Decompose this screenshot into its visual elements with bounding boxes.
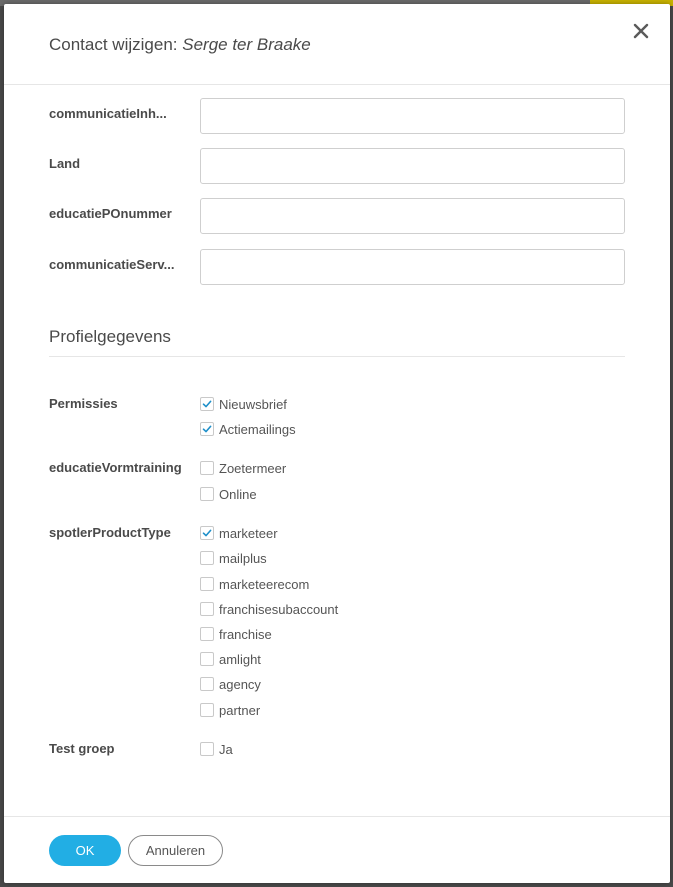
educatie-ponummer-input[interactable] [200, 198, 625, 234]
checkbox-box[interactable] [200, 461, 214, 475]
checkbox-label: Nieuwsbrief [219, 396, 287, 412]
field-row [49, 198, 625, 234]
edit-contact-dialog [4, 4, 670, 883]
group-label-educatie-vormtraining: educatieVormtraining [49, 460, 182, 475]
checkbox-label: mailplus [219, 550, 267, 566]
checkbox-label: Zoetermeer [219, 460, 287, 476]
checkbox-label: franchisesubaccount [219, 601, 339, 617]
dialog-title [49, 35, 311, 55]
checkbox-box[interactable] [200, 487, 214, 501]
checkbox-label: partner [219, 702, 261, 718]
field-row [49, 249, 625, 285]
close-icon[interactable] [628, 18, 654, 44]
land-input[interactable] [200, 148, 625, 184]
checkbox-actiemailings[interactable] [200, 420, 296, 438]
checkbox-box[interactable] [200, 422, 214, 436]
checkbox-label: Online [219, 486, 257, 502]
group-label-test-groep: Test groep [49, 741, 115, 756]
checkbox-label: agency [219, 676, 261, 692]
checkbox-label: amlight [219, 651, 261, 667]
checkbox-zoetermeer[interactable] [200, 459, 286, 477]
field-row [49, 148, 625, 184]
checkbox-franchise[interactable] [200, 625, 272, 643]
checkbox-box[interactable] [200, 627, 214, 641]
checkbox-box[interactable] [200, 526, 214, 540]
dialog-header [4, 4, 670, 85]
checkmark-icon [202, 528, 212, 538]
checkbox-box[interactable] [200, 602, 214, 616]
communicatie-service-input[interactable] [200, 249, 625, 285]
ok-button[interactable]: OK [49, 835, 121, 866]
checkbox-nieuwsbrief[interactable] [200, 395, 287, 413]
checkbox-amlight[interactable] [200, 650, 261, 668]
dialog-title-prefix: Contact wijzigen: [49, 35, 178, 54]
section-title-profielgegevens: Profielgegevens [49, 327, 171, 346]
cancel-button[interactable]: Annuleren [128, 835, 223, 866]
checkbox-online[interactable] [200, 485, 257, 503]
field-row [49, 98, 625, 134]
checkbox-label: franchise [219, 626, 272, 642]
checkbox-box[interactable] [200, 577, 214, 591]
dialog-footer [4, 816, 670, 883]
checkbox-box[interactable] [200, 652, 214, 666]
checkbox-label: Ja [219, 741, 233, 757]
field-label: communicatieServ... [49, 257, 175, 272]
checkbox-box[interactable] [200, 551, 214, 565]
dialog-title-contact-name: Serge ter Braake [182, 35, 311, 54]
checkbox-partner[interactable] [200, 701, 260, 719]
field-label: educatiePOnummer [49, 206, 172, 221]
communicatie-inhoud-input[interactable] [200, 98, 625, 134]
field-label: Land [49, 156, 81, 171]
checkbox-box[interactable] [200, 703, 214, 717]
checkbox-label: Actiemailings [219, 421, 296, 437]
checkbox-marketeer[interactable] [200, 524, 278, 542]
checkmark-icon [202, 399, 212, 409]
checkmark-icon [202, 424, 212, 434]
checkbox-label: marketeer [219, 525, 278, 541]
checkbox-box[interactable] [200, 742, 214, 756]
checkbox-ja[interactable] [200, 740, 233, 758]
field-label: communicatieInh... [49, 106, 167, 121]
checkbox-label: marketeerecom [219, 576, 310, 592]
checkbox-agency[interactable] [200, 675, 261, 693]
group-label-spotler-product-type: spotlerProductType [49, 525, 171, 540]
section-divider [49, 356, 625, 357]
checkbox-box[interactable] [200, 397, 214, 411]
dialog-body [4, 86, 670, 816]
checkbox-marketeerecom[interactable] [200, 575, 309, 593]
checkbox-franchisesubaccount[interactable] [200, 600, 338, 618]
checkbox-mailplus[interactable] [200, 549, 267, 567]
group-label-permissies: Permissies [49, 396, 118, 411]
checkbox-box[interactable] [200, 677, 214, 691]
close-button[interactable] [628, 18, 654, 44]
